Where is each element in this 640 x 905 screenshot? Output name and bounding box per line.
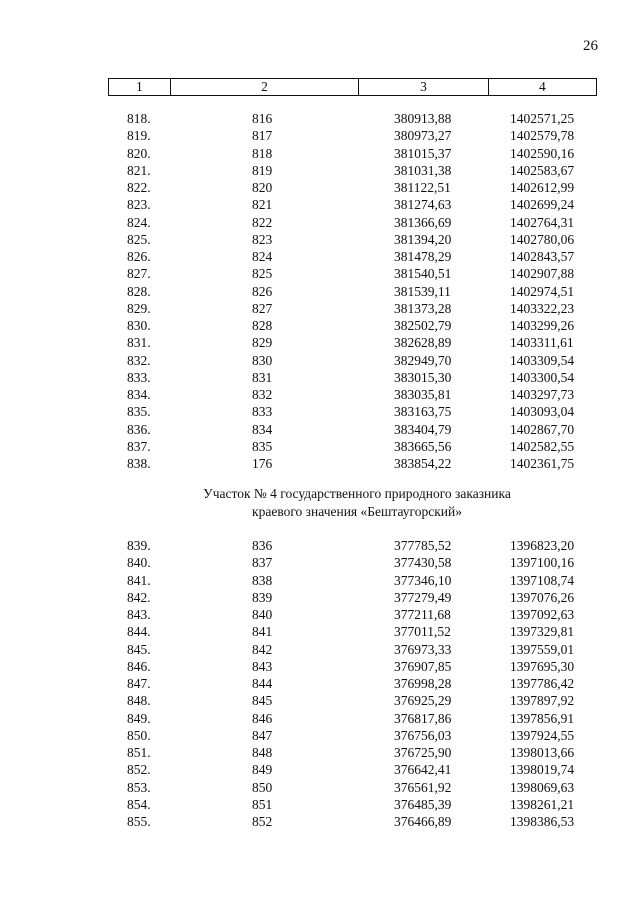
table-row [0, 352, 640, 369]
y-coordinate: 1397924,55 [510, 727, 575, 743]
y-coordinate: 1398069,63 [510, 779, 575, 795]
row-number: 818. [127, 111, 151, 126]
table-row [0, 162, 640, 179]
row-number: 837. [127, 438, 151, 454]
point-number: 836 [252, 538, 273, 553]
table-row [0, 127, 640, 144]
point-number: 825 [252, 266, 273, 282]
point-number: 840 [252, 607, 273, 622]
row-number: 823. [127, 197, 151, 213]
row-number: 833. [127, 369, 151, 385]
point-number: 833 [252, 404, 273, 420]
table-row [0, 813, 640, 830]
point-number: 838 [252, 572, 273, 588]
point-number: 820 [252, 180, 273, 195]
y-coordinate: 1403309,54 [510, 352, 575, 368]
row-number: 850. [127, 727, 151, 743]
x-coordinate: 376466,89 [394, 814, 452, 829]
x-coordinate: 381478,29 [394, 249, 452, 264]
point-number: 827 [252, 300, 273, 316]
table-row [0, 623, 640, 640]
x-coordinate: 382628,89 [394, 335, 452, 351]
y-coordinate: 1397856,91 [510, 710, 575, 726]
row-number: 852. [127, 762, 151, 778]
y-coordinate: 1403093,04 [510, 404, 575, 420]
y-coordinate: 1397076,26 [510, 589, 575, 605]
table-row [0, 658, 640, 675]
point-number: 845 [252, 693, 273, 709]
row-number: 824. [127, 214, 151, 230]
x-coordinate: 382949,70 [394, 352, 452, 368]
y-coordinate: 1398261,21 [510, 796, 575, 812]
y-coordinate: 1402571,25 [510, 111, 575, 126]
x-coordinate: 381122,51 [394, 180, 451, 195]
point-number: 822 [252, 214, 273, 230]
x-coordinate: 376725,90 [394, 745, 452, 760]
x-coordinate: 381366,69 [394, 214, 452, 230]
y-coordinate: 1402764,31 [510, 214, 575, 230]
x-coordinate: 383015,30 [394, 369, 452, 385]
x-coordinate: 383404,79 [394, 421, 452, 437]
table-row [0, 110, 640, 127]
point-number: 852 [252, 814, 273, 829]
x-coordinate: 376642,41 [394, 762, 452, 778]
row-number: 839. [127, 538, 151, 553]
point-number: 823 [252, 231, 273, 247]
column-header-table [108, 78, 597, 96]
point-number: 831 [252, 369, 273, 385]
table-row [0, 421, 640, 438]
y-coordinate: 1402907,88 [510, 266, 575, 282]
point-number: 816 [252, 111, 273, 126]
point-number: 835 [252, 438, 273, 454]
row-number: 849. [127, 710, 151, 726]
row-number: 841. [127, 572, 151, 588]
x-coordinate: 377346,10 [394, 572, 452, 588]
column-header-4: 4 [488, 79, 596, 96]
table-row [0, 438, 640, 455]
table-row [0, 554, 640, 571]
x-coordinate: 383854,22 [394, 456, 452, 471]
point-number: 819 [252, 162, 273, 178]
y-coordinate: 1398386,53 [510, 814, 575, 829]
point-number: 834 [252, 421, 273, 437]
column-header-row [109, 79, 597, 96]
y-coordinate: 1402583,67 [510, 162, 575, 178]
coordinates-table-1 [0, 110, 640, 472]
table-row [0, 214, 640, 231]
point-number: 826 [252, 283, 273, 299]
table-row [0, 589, 640, 606]
row-number: 829. [127, 300, 151, 316]
point-number: 843 [252, 658, 273, 674]
row-number: 827. [127, 266, 151, 282]
table-row [0, 675, 640, 692]
point-number: 846 [252, 710, 273, 726]
row-number: 822. [127, 180, 151, 195]
column-header-2: 2 [170, 79, 359, 96]
x-coordinate: 377785,52 [394, 538, 452, 553]
y-coordinate: 1398013,66 [510, 745, 575, 760]
x-coordinate: 383665,56 [394, 438, 452, 454]
point-number: 850 [252, 779, 273, 795]
point-number: 830 [252, 352, 273, 368]
x-coordinate: 382502,79 [394, 318, 452, 333]
column-header-3: 3 [359, 79, 488, 96]
table-row [0, 744, 640, 761]
table-row [0, 231, 640, 248]
row-number: 834. [127, 387, 151, 402]
row-number: 835. [127, 404, 151, 420]
table-row [0, 196, 640, 213]
row-number: 819. [127, 128, 151, 144]
row-number: 848. [127, 693, 151, 709]
point-number: 832 [252, 387, 273, 402]
point-number: 839 [252, 589, 273, 605]
x-coordinate: 381539,11 [394, 283, 451, 299]
table-row [0, 761, 640, 778]
table-row [0, 179, 640, 196]
column-header-1: 1 [109, 79, 171, 96]
row-number: 842. [127, 589, 151, 605]
point-number: 821 [252, 197, 273, 213]
section-title-line-2: краевого значения «Бештаугорский» [252, 504, 462, 519]
table-row [0, 317, 640, 334]
row-number: 853. [127, 779, 151, 795]
x-coordinate: 376756,03 [394, 727, 452, 743]
table-row [0, 796, 640, 813]
table-row [0, 265, 640, 282]
point-number: 837 [252, 555, 273, 571]
x-coordinate: 381015,37 [394, 145, 452, 161]
y-coordinate: 1397786,42 [510, 676, 575, 691]
x-coordinate: 381274,63 [394, 197, 452, 213]
y-coordinate: 1397108,74 [510, 572, 575, 588]
point-number: 849 [252, 762, 273, 778]
x-coordinate: 381394,20 [394, 231, 452, 247]
table-row [0, 386, 640, 403]
table-row [0, 641, 640, 658]
section-title [0, 485, 640, 521]
x-coordinate: 376998,28 [394, 676, 452, 691]
x-coordinate: 377211,68 [394, 607, 451, 622]
y-coordinate: 1402612,99 [510, 180, 575, 195]
x-coordinate: 377430,58 [394, 555, 452, 571]
point-number: 828 [252, 318, 273, 333]
table-row [0, 145, 640, 162]
table-row [0, 537, 640, 554]
y-coordinate: 1397100,16 [510, 555, 575, 571]
row-number: 845. [127, 641, 151, 657]
y-coordinate: 1403297,73 [510, 387, 575, 402]
x-coordinate: 376907,85 [394, 658, 452, 674]
row-number: 847. [127, 676, 151, 691]
row-number: 840. [127, 555, 151, 571]
table-row [0, 572, 640, 589]
x-coordinate: 383163,75 [394, 404, 452, 420]
y-coordinate: 1402974,51 [510, 283, 575, 299]
row-number: 844. [127, 624, 151, 640]
table-row [0, 334, 640, 351]
x-coordinate: 376973,33 [394, 641, 452, 657]
point-number: 851 [252, 796, 273, 812]
point-number: 842 [252, 641, 273, 657]
y-coordinate: 1397695,30 [510, 658, 575, 674]
table-row [0, 779, 640, 796]
y-coordinate: 1398019,74 [510, 762, 575, 778]
y-coordinate: 1402780,06 [510, 231, 575, 247]
point-number: 847 [252, 727, 273, 743]
table-row [0, 403, 640, 420]
y-coordinate: 1402361,75 [510, 456, 575, 471]
x-coordinate: 376817,86 [394, 710, 452, 726]
y-coordinate: 1397559,01 [510, 641, 575, 657]
row-number: 836. [127, 421, 151, 437]
table-row [0, 248, 640, 265]
point-number: 176 [252, 456, 273, 471]
y-coordinate: 1403311,61 [510, 335, 574, 351]
x-coordinate: 381031,38 [394, 162, 452, 178]
point-number: 824 [252, 249, 273, 264]
point-number: 841 [252, 624, 273, 640]
table-row [0, 455, 640, 472]
table-row [0, 283, 640, 300]
y-coordinate: 1402699,24 [510, 197, 575, 213]
y-coordinate: 1397329,81 [510, 624, 575, 640]
y-coordinate: 1402867,70 [510, 421, 575, 437]
y-coordinate: 1403300,54 [510, 369, 575, 385]
row-number: 831. [127, 335, 151, 351]
table-row [0, 710, 640, 727]
row-number: 821. [127, 162, 151, 178]
y-coordinate: 1397092,63 [510, 607, 575, 622]
point-number: 829 [252, 335, 273, 351]
row-number: 826. [127, 249, 151, 264]
point-number: 817 [252, 128, 273, 144]
row-number: 832. [127, 352, 151, 368]
x-coordinate: 376925,29 [394, 693, 452, 709]
row-number: 843. [127, 607, 151, 622]
x-coordinate: 380913,88 [394, 111, 452, 126]
x-coordinate: 377279,49 [394, 589, 452, 605]
table-row [0, 300, 640, 317]
row-number: 846. [127, 658, 151, 674]
y-coordinate: 1402582,55 [510, 438, 575, 454]
x-coordinate: 377011,52 [394, 624, 451, 640]
coordinates-table-2 [0, 537, 640, 830]
row-number: 828. [127, 283, 151, 299]
row-number: 851. [127, 745, 151, 760]
y-coordinate: 1402590,16 [510, 145, 575, 161]
x-coordinate: 376561,92 [394, 779, 452, 795]
table-row [0, 369, 640, 386]
x-coordinate: 380973,27 [394, 128, 452, 144]
page-number: 26 [583, 38, 598, 54]
row-number: 854. [127, 796, 151, 812]
x-coordinate: 383035,81 [394, 387, 452, 402]
y-coordinate: 1403322,23 [510, 300, 575, 316]
row-number: 838. [127, 456, 151, 471]
x-coordinate: 381373,28 [394, 300, 452, 316]
row-number: 825. [127, 231, 151, 247]
row-number: 855. [127, 814, 151, 829]
y-coordinate: 1403299,26 [510, 318, 575, 333]
point-number: 848 [252, 745, 273, 760]
table-row [0, 727, 640, 744]
point-number: 844 [252, 676, 273, 691]
table-row [0, 606, 640, 623]
y-coordinate: 1397897,92 [510, 693, 575, 709]
row-number: 820. [127, 145, 151, 161]
y-coordinate: 1396823,20 [510, 538, 575, 553]
x-coordinate: 376485,39 [394, 796, 452, 812]
table-row [0, 692, 640, 709]
y-coordinate: 1402843,57 [510, 249, 575, 264]
point-number: 818 [252, 145, 273, 161]
section-title-line-1: Участок № 4 государственного природного заказника [203, 486, 511, 501]
row-number: 830. [127, 318, 151, 333]
y-coordinate: 1402579,78 [510, 128, 575, 144]
x-coordinate: 381540,51 [394, 266, 452, 282]
